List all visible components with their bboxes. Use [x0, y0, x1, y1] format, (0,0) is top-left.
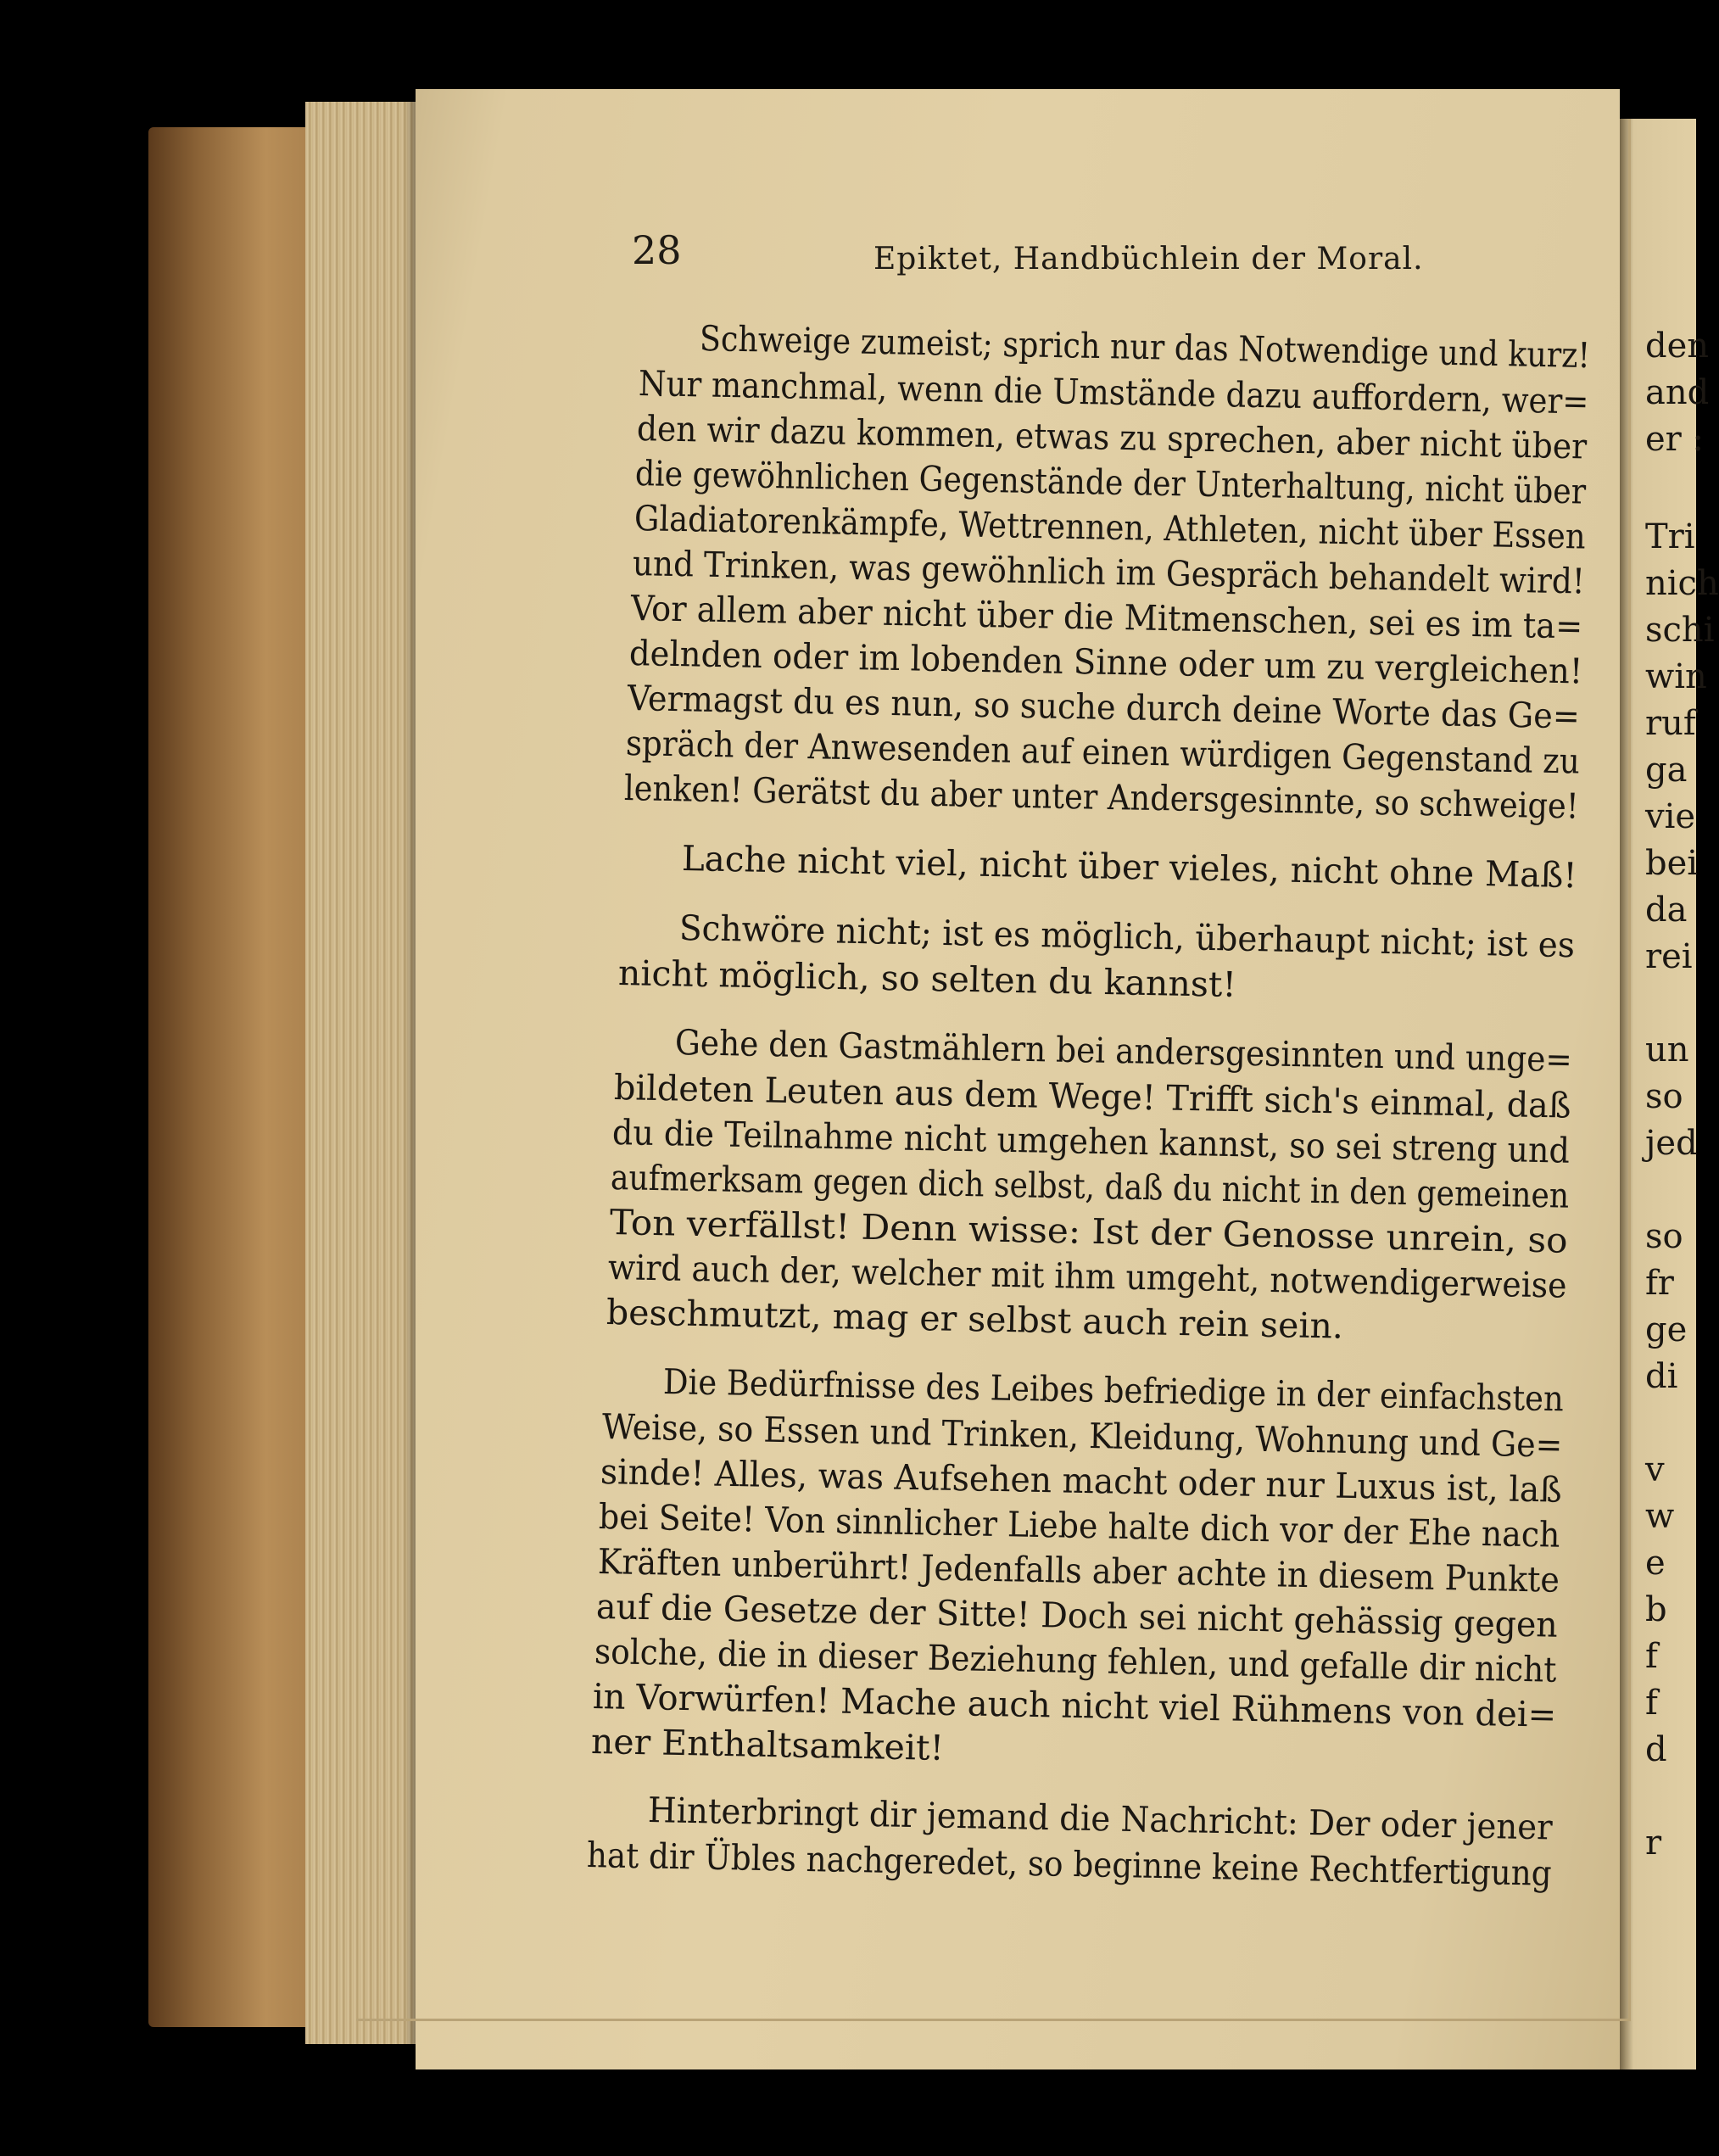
text-line: du die Teilnahme nicht umgehen kannst, so sei streng und: [611, 1112, 1571, 1171]
text-line: Gladiatorenkämpfe, Wettrennen, Athleten, nicht über Essen: [633, 498, 1586, 557]
facing-fragment: r: [1645, 1824, 1662, 1863]
text-line: Vor allem aber nicht über die Mitmenschen, sei es im ta=: [630, 588, 1583, 647]
facing-fragment: un: [1645, 1031, 1689, 1070]
text-line: ner Enthaltsamkeit!: [590, 1721, 945, 1768]
text-line: Schwöre nicht; ist es möglich, überhaupt nicht; ist es: [678, 908, 1576, 966]
facing-fragment: so: [1645, 1217, 1683, 1256]
text-line: den wir dazu kommen, etwas zu sprechen, aber nicht über: [636, 408, 1588, 467]
text-line: aufmerksam gegen dich selbst, daß du nicht in den gemeinen: [610, 1157, 1570, 1216]
text-line: delnden oder im lobenden Sinne oder um zu vergleichen!: [628, 633, 1583, 692]
facing-fragment: f: [1645, 1637, 1658, 1676]
facing-fragment: e: [1645, 1544, 1666, 1583]
text-line: auf die Gesetze der Sitte! Doch sei nicht gehässig gegen: [595, 1586, 1558, 1645]
text-line: Ton verfällst! Denn wisse: Ist der Genosse unrein, so: [609, 1202, 1568, 1261]
text-line: hat dir Übles nachgeredet, so beginne keine Rechtfertigung: [586, 1835, 1553, 1894]
text-line: Die Bedürfnisse des Leibes befriedige in der einfachsten: [662, 1361, 1565, 1420]
text-line: Vermagst du es nun, so suche durch deine Worte das Ge=: [627, 678, 1581, 737]
facing-fragment: den: [1645, 327, 1710, 366]
page-number: 28: [632, 227, 682, 273]
facing-fragment: win: [1645, 657, 1707, 696]
facing-fragment: fr: [1645, 1264, 1674, 1303]
facing-fragment: d: [1645, 1730, 1667, 1769]
facing-fragment: v: [1645, 1450, 1665, 1489]
text-line: in Vorwürfen! Mache auch nicht viel Rühmens von dei=: [592, 1676, 1557, 1735]
facing-fragment: bei: [1645, 844, 1699, 883]
page-stack-edges: [305, 102, 424, 2044]
text-line: spräch der Anwesenden auf einen würdigen Gegenstand zu: [625, 723, 1581, 782]
text-line: beschmutzt, mag er selbst auch rein sein.: [606, 1292, 1344, 1347]
text-line: und Trinken, was gewöhnlich im Gespräch behandelt wird!: [632, 543, 1585, 602]
text-line: Lache nicht viel, nicht über vieles, nicht ohne Maß!: [681, 838, 1577, 896]
facing-fragment: ge: [1645, 1310, 1688, 1349]
facing-fragment: rei: [1645, 937, 1693, 976]
text-line: Gehe den Gastmählern bei andersgesinnten und unge=: [674, 1022, 1573, 1081]
facing-fragment: da: [1645, 891, 1688, 930]
facing-fragment: b: [1645, 1590, 1667, 1629]
facing-fragment: er :: [1645, 420, 1704, 459]
text-line: wird auch der, welcher mit ihm umgeht, notwendigerweise: [607, 1247, 1567, 1306]
text-line: bildeten Leuten aus dem Wege! Trifft sich's einmal, daß: [613, 1067, 1572, 1126]
facing-fragment: and: [1645, 373, 1710, 412]
facing-fragment: nich: [1645, 564, 1719, 603]
facing-fragment: schi: [1645, 611, 1715, 650]
text-line: Hinterbringt dir jemand die Nachricht: Der oder jener: [647, 1790, 1554, 1848]
facing-fragment: ga: [1645, 751, 1688, 790]
facing-fragment: jed: [1645, 1124, 1698, 1163]
text-line: solche, die in dieser Beziehung fehlen, und gefalle dir nicht: [594, 1631, 1557, 1690]
facing-fragment: Tri: [1645, 517, 1695, 556]
text-line: sinde! Alles, was Aufsehen macht oder nur Luxus ist, laß: [600, 1451, 1563, 1511]
facing-fragment: so: [1645, 1077, 1683, 1116]
facing-page: [1620, 119, 1719, 2069]
facing-fragment: ruf: [1645, 704, 1696, 743]
text-line: bei Seite! Von sinnlicher Liebe halte dich vor der Ehe nach: [598, 1496, 1561, 1556]
facing-fragment: f: [1645, 1684, 1658, 1723]
text-line: nicht möglich, so selten du kannst!: [617, 952, 1237, 1005]
text-line: Schweige zumeist; sprich nur das Notwendige und kurz!: [699, 318, 1591, 377]
text-line: lenken! Gerätst du aber unter Andersgesinnte, so schweige!: [623, 768, 1580, 827]
facing-fragment: w: [1645, 1497, 1675, 1536]
facing-fragment: vie: [1645, 797, 1696, 836]
text-line: Weise, so Essen und Trinken, Kleidung, Wohnung und Ge=: [601, 1406, 1563, 1466]
facing-fragment: di: [1645, 1357, 1678, 1396]
text-line: die gewöhnlichen Gegenstände der Unterhaltung, nicht über: [634, 453, 1587, 512]
running-head: Epiktet, Handbüchlein der Moral.: [873, 242, 1424, 276]
text-line: Nur manchmal, wenn die Umstände dazu auffordern, wer=: [638, 363, 1590, 422]
text-line: Kräften unberührt! Jedenfalls aber achte in diesem Punkte: [597, 1541, 1560, 1600]
